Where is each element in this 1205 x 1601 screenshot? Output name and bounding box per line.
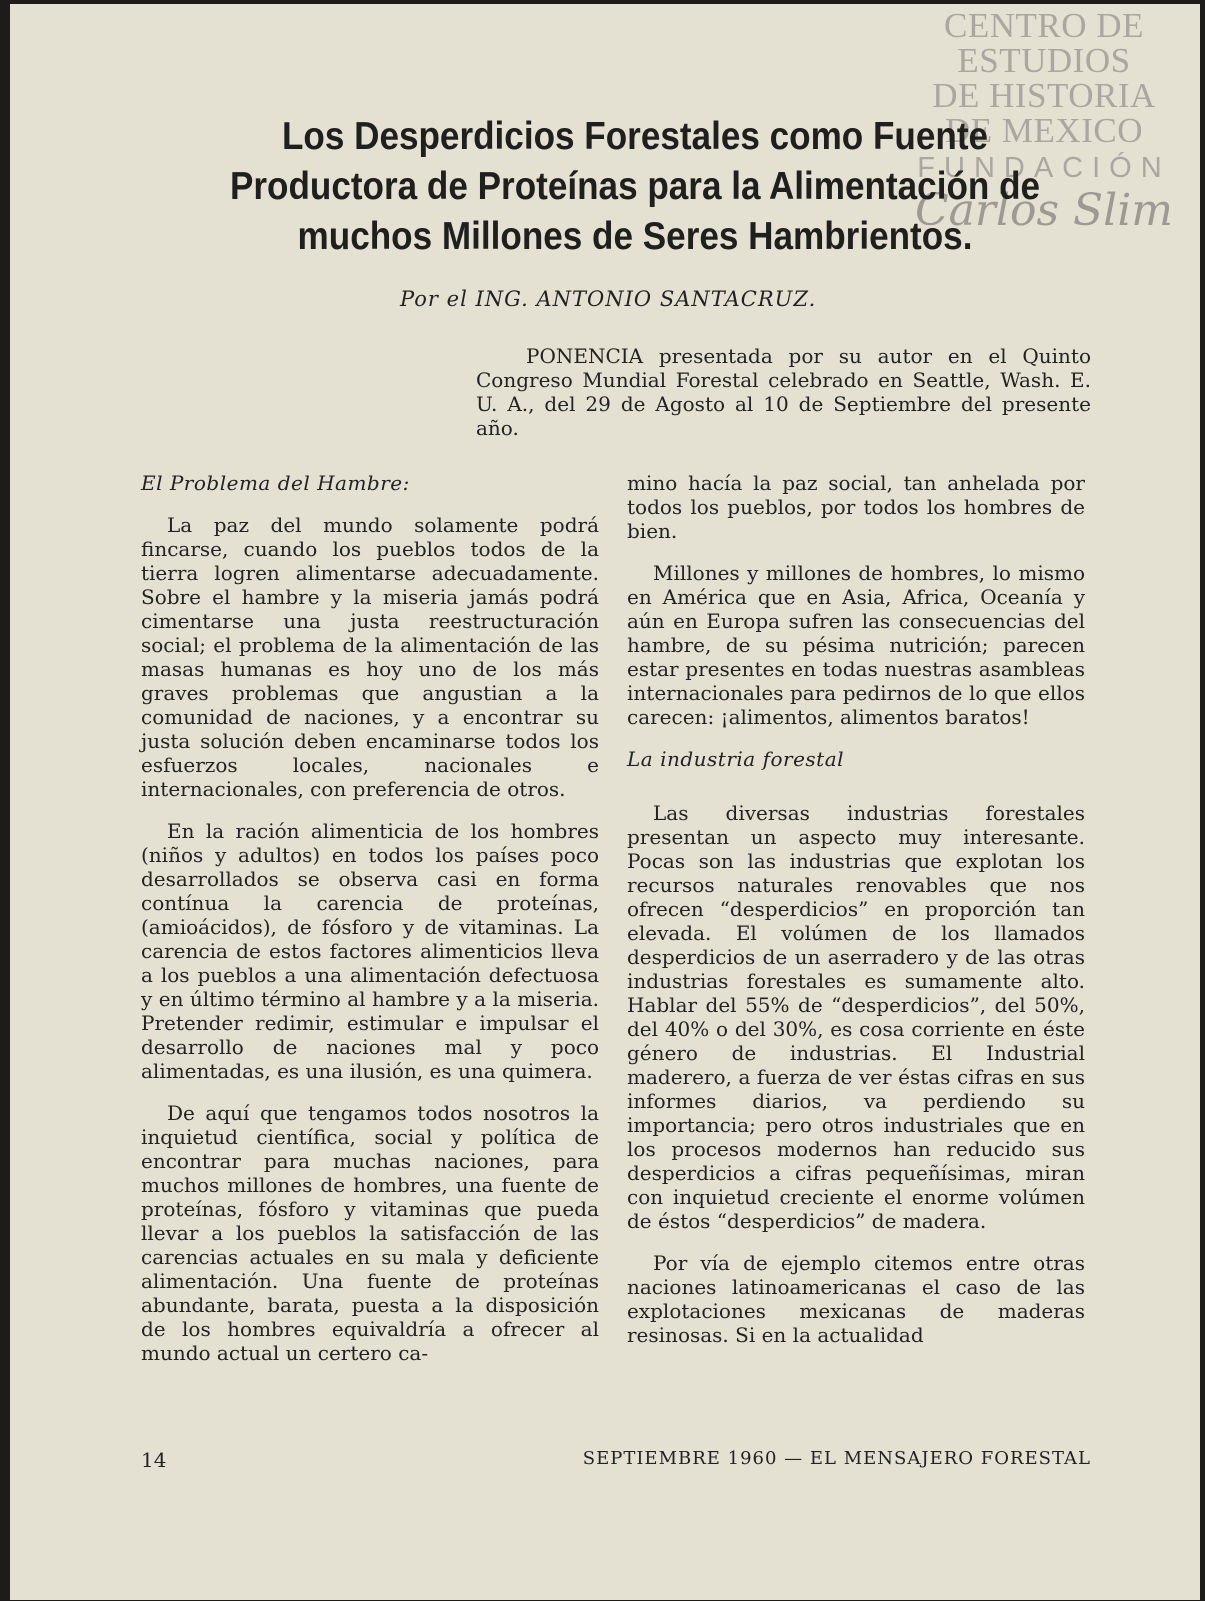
watermark-line-2: ESTUDIOS <box>957 41 1131 80</box>
watermark-foundation: FUNDACIÓN <box>917 152 1171 184</box>
watermark-signature: Carlos Slim <box>914 185 1174 236</box>
section-heading-forest-industry: La industria forestal <box>627 747 845 771</box>
article-title: Los Desperdicios Forestales como Fuente Productora de Proteínas para la Alimentación de muchos Millones de Seres Hambrientos. <box>229 115 1041 258</box>
page-number: 14 <box>141 1448 167 1472</box>
watermark-line-4: DE MEXICO <box>945 111 1143 150</box>
section-heading-hunger: El Problema del Hambre: <box>141 471 410 495</box>
article-intro: PONENCIA presentada por su autor en el Quinto Congreso Mundial Forestal celebrado en Seattle, Wash. E. U. A., del 29 de Agosto al 10 de Septiembre del presente año. <box>476 344 1091 440</box>
paragraph: Las diversas industrias forestales presentan un aspecto muy interesante. Pocas son las industrias que explotan los recursos naturales renovables que nos ofrecen “desperdicios” en proporción tan elevada. El volúmen de los llamados desperdicios de un aserradero y de las otras industrias forestales es sumamente alto. Hablar del 55% de “desperdicios”, del 50%, del 40% o del 30%, es cosa corriente en éste género de industrias. El Industrial maderero, a fuerza de ver éstas cifras en sus informes diarios, va perdiendo su importancia; pero otros industriales que en los procesos modernos han reducido sus desperdicios a cifras pequeñísimas, miran con inquietud creciente el enorme volúmen de éstos “desperdicios” de madera. <box>627 801 1085 1233</box>
left-column <box>141 471 599 1383</box>
paragraph: La paz del mundo solamente podrá fincarse, cuando los pueblos todos de la tierra logren alimentarse adecuadamente. Sobre el hambre y la miseria jamás podrá cimentarse una justa reestructuración social; el problema de la alimentación de las masas humanas es hoy uno de los más graves problemas que angustian a la comunidad de naciones, y a encontrar su justa solución deben encaminarse todos los esfuerzos locales, nacionales e internacionales, con preferencia de otros. <box>141 513 599 801</box>
page-footer <box>141 1448 1091 1478</box>
article-byline: Por el ING. ANTONIO SANTACRUZ. <box>400 287 817 311</box>
paragraph: En la ración alimenticia de los hombres (niños y adultos) en todos los países poco desarrollados se observa casi en forma contínua la carencia de proteínas, (amioácidos), de fósforo y de vitaminas. La carencia de estos factores alimenticios lleva a los pueblos a una alimentación defectuosa y en último término al hambre y a la miseria. Pretender redimir, estimular e impulsar el desarrollo de naciones mal y poco alimentadas, es una ilusión, es una quimera. <box>141 819 599 1083</box>
watermark-line-3: DE HISTORIA <box>932 76 1156 115</box>
paragraph: Millones y millones de hombres, lo mismo en América que en Asia, Africa, Oceanía y aún en Europa sufren las consecuencias del hambre, de su pésima nutrición; parecen estar presentes en todas nuestras asambleas internacionales para pedirnos de lo que ellos carecen: ¡alimentos, alimentos baratos! <box>627 561 1085 729</box>
magazine-page <box>10 4 1200 1600</box>
paragraph: Por vía de ejemplo citemos entre otras naciones latinoamericanas el caso de las explotaciones mexicanas de maderas resinosas. Si en la actualidad <box>627 1251 1085 1347</box>
watermark-line-1: CENTRO DE <box>944 6 1144 45</box>
running-head: SEPTIEMBRE 1960 — EL MENSAJERO FORESTAL <box>582 1448 1091 1469</box>
paragraph: De aquí que tengamos todos nosotros la inquietud científica, social y política de encontrar para muchas naciones, para muchos millones de hombres, una fuente de proteínas, fósforo y vitaminas que pueda llevar a los pueblos la satisfacción de las carencias actuales en su mala y deficiente alimentación. Una fuente de proteínas abundante, barata, puesta a la disposición de los hombres equivaldría a ofrecer al mundo actual un certero ca- <box>141 1101 599 1365</box>
right-column <box>627 471 1085 1365</box>
paragraph-continued: mino hacía la paz social, tan anhelada por todos los pueblos, por todos los hombres de bien. <box>627 471 1085 543</box>
